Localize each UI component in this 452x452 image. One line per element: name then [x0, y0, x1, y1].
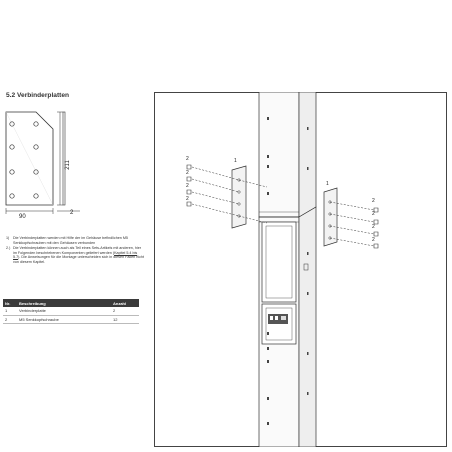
plate-hole — [34, 170, 38, 174]
callout-plate-right: 1 — [326, 181, 329, 187]
assembly-illustration — [154, 92, 447, 447]
screw-lines-left — [192, 167, 267, 223]
note-text: Die Verbinderplatten werden mit Hilfe der im Gehäuse befindlichen M5 Senkkopfschrauben mit den Gehäusen verbunden — [13, 236, 128, 245]
table-row — [3, 307, 139, 315]
parts-table-header — [3, 299, 139, 307]
cell-nr: 2 — [3, 315, 17, 324]
plate-holes — [10, 122, 38, 198]
note-text: Die Verbinderplatten können auch als Teil eines Sets-Artikels mit anderen, hier im Folgenden beschriebenen Komponenten geliefert werden (Kapitel 5.4 bis 5.7). Die Anweisungen für die Montage unterscheiden sich in diesen Fällen nicht von diesem Kapitel. — [13, 246, 144, 264]
parts-table — [3, 299, 139, 324]
controller-display — [268, 314, 288, 324]
cell-nr: 1 — [3, 307, 17, 315]
connector-plate-drawing — [0, 0, 154, 240]
lower-column-side — [299, 207, 316, 447]
callout-screw-right-4: 2 — [372, 237, 375, 243]
note-number: 2.) — [6, 246, 11, 251]
header-description: Beschreibung — [17, 299, 111, 307]
connector-plate-left — [232, 166, 246, 228]
plate-side-view — [63, 112, 65, 205]
callout-plate-left: 1 — [234, 158, 237, 164]
section-title: 5.2 Verbinderplatten — [6, 92, 70, 99]
cell-quantity: 2 — [111, 307, 139, 315]
upper-column — [259, 92, 299, 217]
notes-list — [6, 236, 144, 266]
table-row — [3, 315, 139, 324]
upper-column-side — [299, 92, 316, 217]
callout-screw-right-3: 2 — [372, 224, 375, 230]
callout-screw-left-2: 2 — [186, 170, 189, 176]
note-item — [6, 236, 144, 245]
cell-description: Verbinderplatte — [17, 307, 111, 315]
height-dim-label: 211 — [65, 160, 71, 170]
callout-screw-left-3: 2 — [186, 183, 189, 189]
cell-description: M5 Senkkopfschraube — [17, 315, 111, 324]
thickness-dim-label: 2 — [70, 210, 74, 216]
plate-hole — [34, 122, 38, 126]
width-dim-label: 90 — [19, 214, 26, 220]
plate-hole — [10, 145, 14, 149]
header-nr: Nr. — [3, 299, 17, 307]
connector-plate-right — [324, 188, 337, 246]
note-item — [6, 246, 144, 264]
callout-screw-left-4: 2 — [186, 196, 189, 202]
plate-hole — [10, 170, 14, 174]
plate-hole — [34, 145, 38, 149]
note-number: 1) — [6, 236, 10, 240]
chapter-link[interactable]: Kapitel 5.4 bis 5.7 — [13, 250, 138, 260]
callout-screw-right-1: 2 — [372, 198, 375, 204]
plate-hole — [10, 194, 14, 198]
callout-screw-left-1: 2 — [186, 156, 189, 162]
header-quantity: Anzahl — [111, 299, 139, 307]
plate-hole — [34, 194, 38, 198]
callout-screw-right-2: 2 — [372, 211, 375, 217]
cell-quantity: 12 — [111, 315, 139, 324]
door-panel — [262, 222, 296, 302]
